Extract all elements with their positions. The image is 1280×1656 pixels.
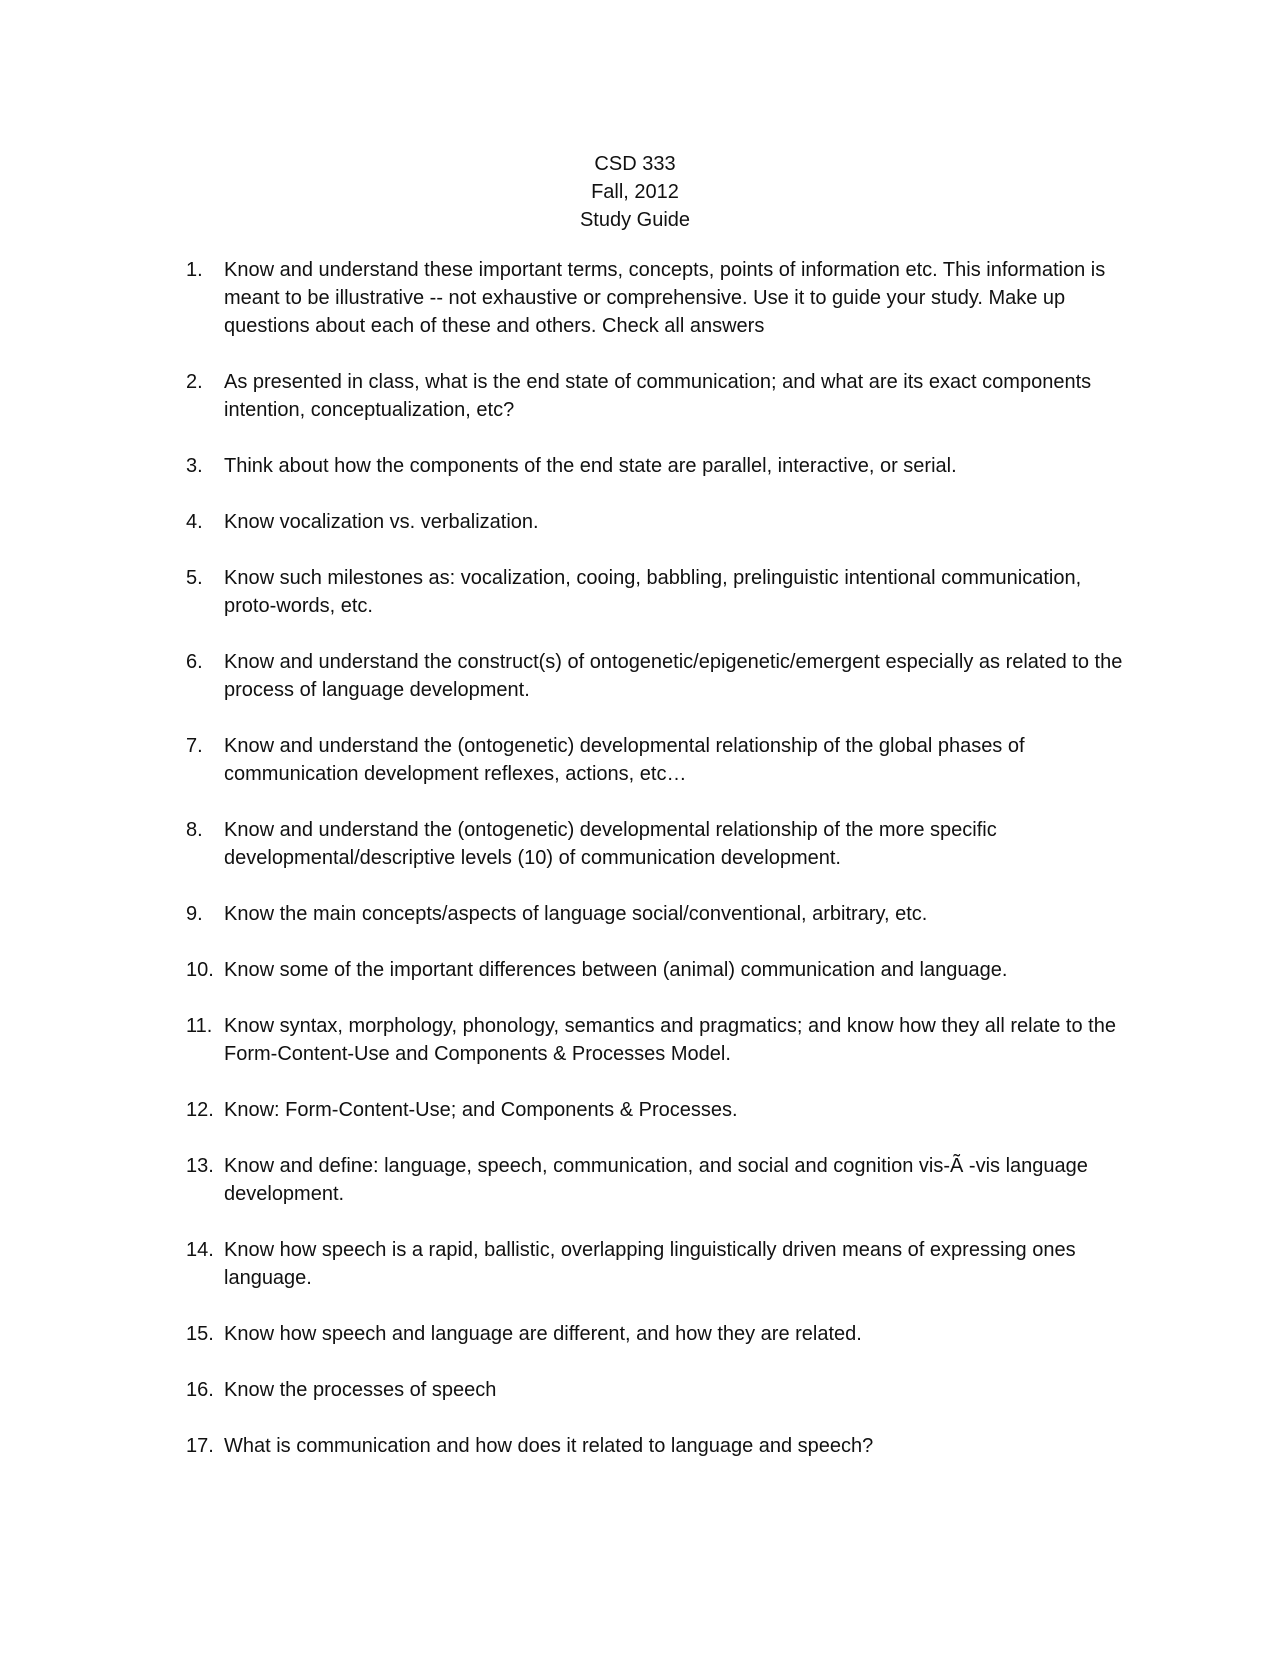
list-item	[186, 1152, 1126, 1208]
item-text: Know the main concepts/aspects of language social/conventional, arbitrary, etc.	[224, 903, 928, 925]
list-item	[186, 900, 1126, 928]
item-text: Know the processes of speech	[224, 1379, 497, 1401]
item-number: 4.	[186, 511, 203, 533]
item-text: As presented in class, what is the end state of communication; and what are its exact components intention, conceptualization, etc?	[224, 371, 1092, 421]
list-item	[186, 1096, 1126, 1124]
item-number: 7.	[186, 735, 203, 757]
item-text: Know some of the important differences between (animal) communication and language.	[224, 959, 1008, 981]
list-item	[186, 368, 1126, 424]
item-number: 13.	[186, 1155, 214, 1177]
item-number: 1.	[186, 259, 203, 281]
list-item	[186, 816, 1126, 872]
item-number: 12.	[186, 1099, 214, 1121]
list-item	[186, 1012, 1126, 1068]
list-item	[186, 732, 1126, 788]
item-text: Know and understand these important terms, concepts, points of information etc. This information is meant to be illustrative -- not exhaustive or comprehensive. Use it to guide your study. Make up questions about each of these and others. Check all answers	[224, 259, 1106, 337]
term: Fall, 2012	[591, 181, 679, 203]
item-number: 9.	[186, 903, 203, 925]
item-number: 15.	[186, 1323, 214, 1345]
item-number: 11.	[186, 1015, 213, 1037]
document-header	[0, 150, 1270, 234]
list-item	[186, 1376, 1126, 1404]
list-item	[186, 1236, 1126, 1292]
list-item	[186, 564, 1126, 620]
list-item	[186, 1320, 1126, 1348]
item-number: 14.	[186, 1239, 214, 1261]
item-number: 8.	[186, 819, 203, 841]
item-number: 2.	[186, 371, 203, 393]
list-item	[186, 452, 1126, 480]
study-guide-list	[186, 256, 1126, 1488]
list-item	[186, 256, 1126, 340]
item-number: 17.	[186, 1435, 214, 1457]
item-text: Know how speech and language are different, and how they are related.	[224, 1323, 862, 1345]
item-text: Know: Form-Content-Use; and Components & Processes.	[224, 1099, 738, 1121]
list-item	[186, 648, 1126, 704]
item-number: 16.	[186, 1379, 214, 1401]
list-item	[186, 1432, 1126, 1460]
item-number: 6.	[186, 651, 203, 673]
item-text: Know syntax, morphology, phonology, semantics and pragmatics; and know how they all relate to the Form-Content-Use and Components & Processes Model.	[224, 1015, 1116, 1065]
item-number: 5.	[186, 567, 203, 589]
item-text: Know and understand the (ontogenetic) developmental relationship of the more specific developmental/descriptive levels (10) of communication development.	[224, 819, 997, 869]
item-text: What is communication and how does it related to language and speech?	[224, 1435, 874, 1457]
item-text: Know and understand the construct(s) of ontogenetic/epigenetic/emergent especially as related to the process of language development.	[224, 651, 1123, 701]
list-item	[186, 508, 1126, 536]
course-code: CSD 333	[594, 153, 676, 175]
item-number: 10.	[186, 959, 214, 981]
item-text: Know such milestones as: vocalization, cooing, babbling, prelinguistic intentional communication, proto-words, etc.	[224, 567, 1082, 617]
item-text: Think about how the components of the end state are parallel, interactive, or serial.	[224, 455, 957, 477]
item-text: Know how speech is a rapid, ballistic, overlapping linguistically driven means of expressing ones language.	[224, 1239, 1076, 1289]
item-text: Know and understand the (ontogenetic) developmental relationship of the global phases of communication development reflexes, actions, etc…	[224, 735, 1025, 785]
item-text: Know and define: language, speech, communication, and social and cognition vis-Ã -vis language development.	[224, 1155, 1088, 1205]
item-number: 3.	[186, 455, 203, 477]
item-text: Know vocalization vs. verbalization.	[224, 511, 539, 533]
document-title: Study Guide	[579, 209, 691, 231]
list-item	[186, 956, 1126, 984]
